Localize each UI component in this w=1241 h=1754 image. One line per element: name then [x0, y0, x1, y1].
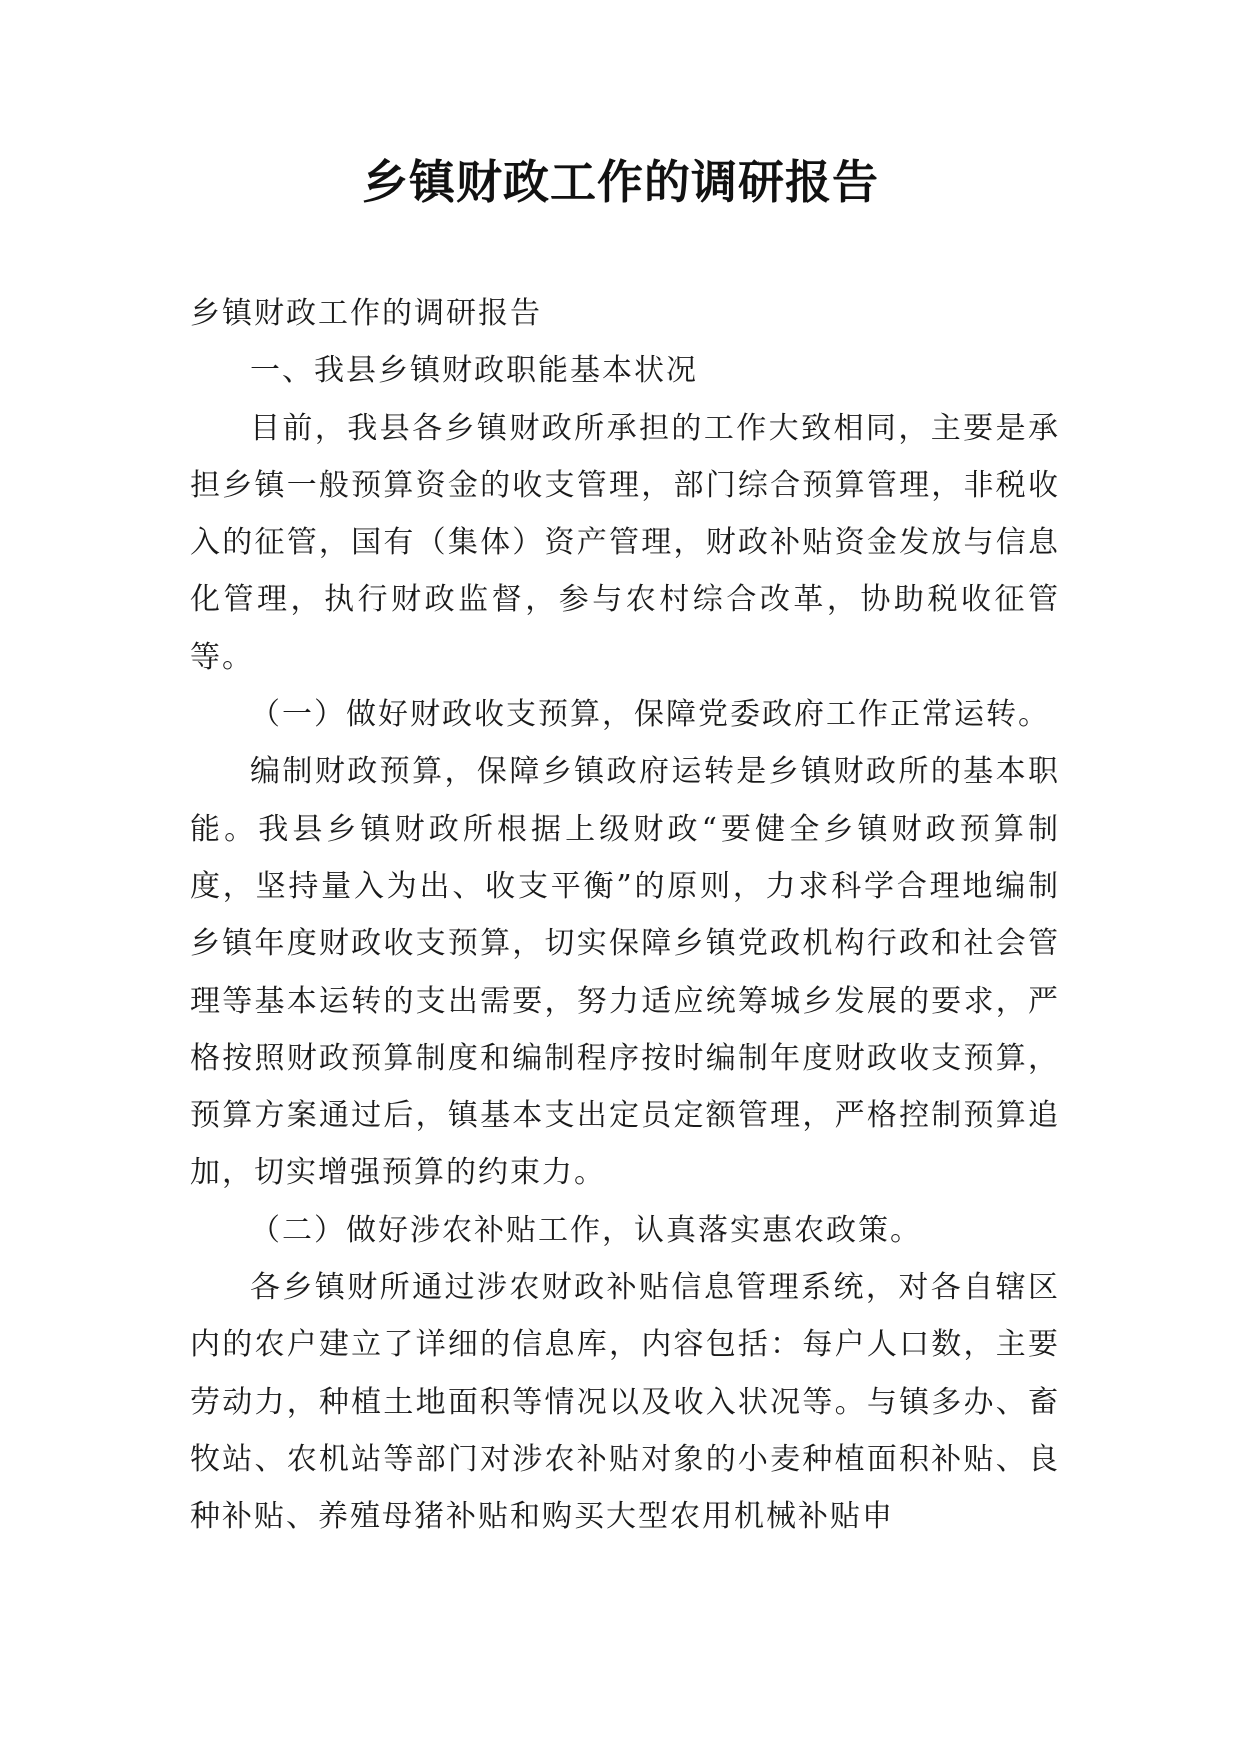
subsection-heading-2: （二）做好涉农补贴工作，认真落实惠农政策。	[250, 1212, 922, 1248]
paragraph-2: 编制财政预算，保障乡镇政府运转是乡镇财政所的基本职能。我县乡镇财政所根据上级财政“要健全乡镇财政预算制度，坚持量入为出、收支平衡”的原则，力求科学合理地编制乡镇年度财政收支预算，切实保障乡镇党政机构行政和社会管理等基本运转的支出需要，努力适应统筹城乡发展的要求，严格按照财政预算制度和编制程序按时编制年度财政收支预算，预算方案通过后，镇基本支出定员定额管理，严格控制预算追加，切实增强预算的约束力。	[190, 754, 1060, 1191]
document-body	[190, 285, 1060, 1546]
document-title: 乡镇财政工作的调研报告	[362, 155, 879, 209]
paragraph-3: 各乡镇财所通过涉农财政补贴信息管理系统，对各自辖区内的农户建立了详细的信息库，内容包括：每户人口数，主要劳动力，种植土地面积等情况以及收入状况等。与镇多办、畜牧站、农机站等部门对涉农补贴对象的小麦种植面积补贴、良种补贴、养殖母猪补贴和购买大型农用机械补贴申	[190, 1270, 1060, 1535]
subsection-heading-1: （一）做好财政收支预算，保障党委政府工作正常运转。	[250, 697, 1050, 733]
body-heading-line: 乡镇财政工作的调研报告	[190, 296, 542, 331]
section-heading-1: 一、我县乡镇财政职能基本状况	[250, 353, 698, 389]
paragraph-1: 目前，我县各乡镇财政所承担的工作大致相同，主要是承担乡镇一般预算资金的收支管理，部门综合预算管理，非税收入的征管，国有（集体）资产管理，财政补贴资金发放与信息化管理，执行财政监督，参与农村综合改革，协助税收征管等。	[190, 410, 1060, 675]
